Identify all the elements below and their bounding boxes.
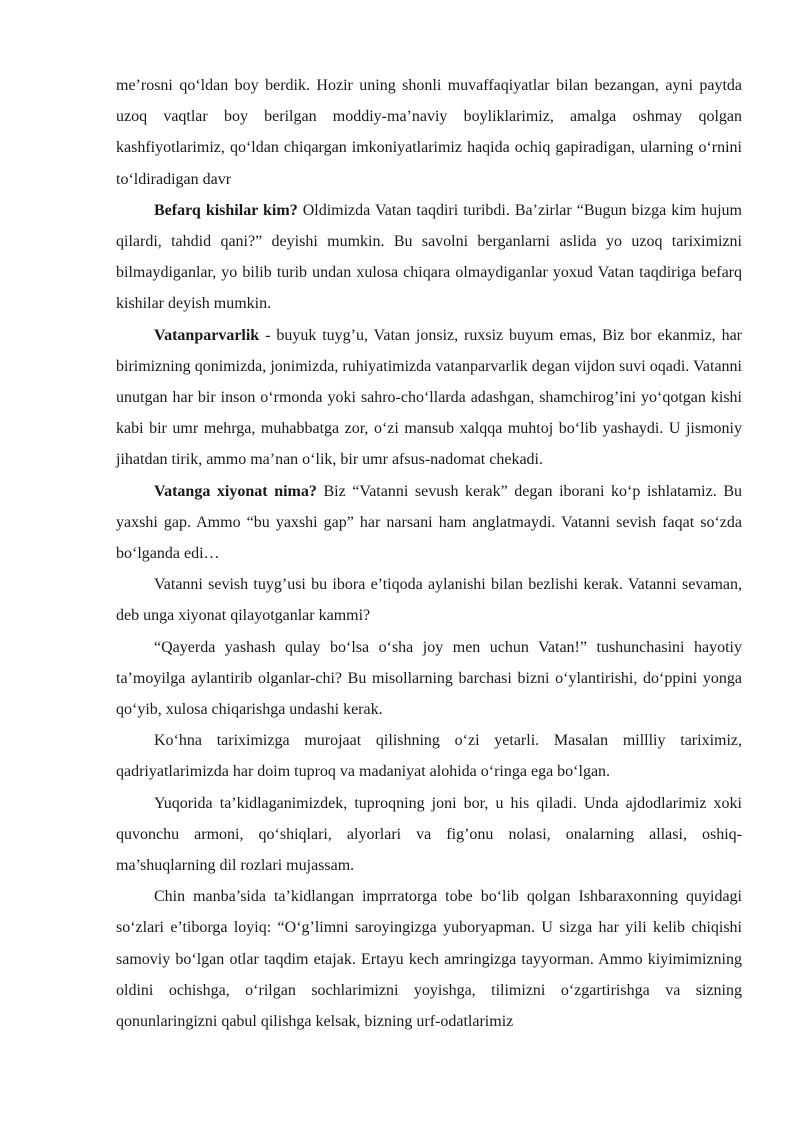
paragraph-text: Vatanni sevish tuyg’usi bu ibora e’tiqoda aylanishi bilan bezlishi kerak. Vatanni sevaman, deb unga xiyonat qilayotganlar kammi? [116, 576, 742, 625]
paragraph-chin-manbasi [116, 881, 742, 1037]
paragraph-text: Oldimizda Vatan taqdiri turibdi. Ba’zirlar “Bugun bizga kim hujum qilardi, tahdid qani?” deyishi mumkin. Bu savolni berganlarni aslida yo uzoq tariximizni bilmaydiganlar, yo bilib turib undan xulosa chiqara olmaydiganlar yoxud Vatan taqdiriga befarq kishilar deyish mumkin. [116, 201, 742, 313]
paragraph-vatanga-xiyonat [116, 476, 742, 570]
paragraph-vatanparvarlik [116, 320, 742, 476]
paragraph-text: Biz “Vatanni sevush kerak” degan iborani ko‘p ishlatamiz. Bu yaxshi gap. Ammo “bu yaxshi gap” har narsani ham anglatmaydi. Vatanni sevish faqat so‘zda bo‘lganda edi… [116, 482, 742, 563]
paragraph-vatanni-sevish [116, 569, 742, 631]
paragraph-text: Chin manba’sida ta’kidlangan imprratorga tobe bo‘lib qolgan Ishbaraxonning quyidagi so‘zlari e’tiborga loyiq: “O‘g’limni saroyingizga yuboryapman. U sizga har yili kelib chiqishi samoviy bo‘lgan otlar taqdim etajak. Ertayu kech amringizga tayyorman. Ammo kiyimimizning oldini ochishga, o‘rilgan sochlarimizni yoyishga, tilimizni o‘zgartirishga va sizning qonunlaringizni qabul qilishga kelsak, bizning urf-odatlarimiz [116, 888, 742, 1031]
document-page [116, 70, 742, 1037]
paragraph-text: “Qayerda yashash qulay bo‘lsa o‘sha joy men uchun Vatan!” tushunchasini hayotiy ta’moyilga aylantirib olganlar-chi? Bu misollarning barchasi bizni o‘ylantirishi, do‘ppini yonga qo‘yib, xulosa chiqarishga undashi kerak. [116, 638, 742, 719]
paragraph-continuation [116, 70, 742, 195]
paragraph-text: me’rosni qo‘ldan boy berdik. Hozir uning shonli muvaffaqiyatlar bilan bezangan, ayni paytda uzoq vaqtlar boy berilgan moddiy-ma’naviy boyliklarimiz, amalga oshmay qolgan kashfiyotlarimiz, qo‘ldan chiqargan imkoniyatlarimiz haqida ochiq gapiradigan, ularning o‘rnini to‘ldiradigan davr [116, 77, 742, 188]
paragraph-text: Ko‘hna tariximizga murojaat qilishning o‘zi yetarli. Masalan millliy tariximiz, qadriyatlarimizda har doim tuproq va madaniyat alohida o‘ringa ega bo‘lgan. [116, 732, 742, 781]
paragraph-tuproq-joni [116, 788, 742, 882]
paragraph-text: - buyuk tuyg’u, Vatan jonsiz, ruxsiz buyum emas, Biz bor ekanmiz, har birimizning qonimizda, jonimizda, ruhiyatimizda vatanparvarlik degan vijdon suvi oqadi. Vatanni unutgan har bir inson o‘rmonda yoki sahro-cho‘llarda adashgan, shamchirog’ini yo‘qotgan kishi kabi bir umr mehrga, muhabbatga zor, o‘zi mansub xalqqa muhtoj bo‘lib yashaydi. U jismoniy jihatdan tirik, ammo ma’nan o‘lik, bir umr afsus-nadomat chekadi. [116, 326, 742, 469]
paragraph-heading: Vatanga xiyonat nima? [154, 482, 317, 500]
paragraph-kohna-tarix [116, 725, 742, 787]
paragraph-heading: Befarq kishilar kim? [154, 201, 298, 219]
paragraph-heading: Vatanparvarlik [154, 326, 260, 344]
paragraph-befarq-kishilar [116, 195, 742, 320]
paragraph-text: Yuqorida ta’kidlaganimizdek, tuproqning joni bor, u his qiladi. Unda ajdodlarimiz xoki quvonchu armoni, qo‘shiqlari, alyorlari va fig’onu nolasi, onalarning allasi, oshiq-ma’shuqlarning dil rozlari mujassam. [116, 794, 742, 875]
paragraph-qayerda-yashash [116, 632, 742, 726]
